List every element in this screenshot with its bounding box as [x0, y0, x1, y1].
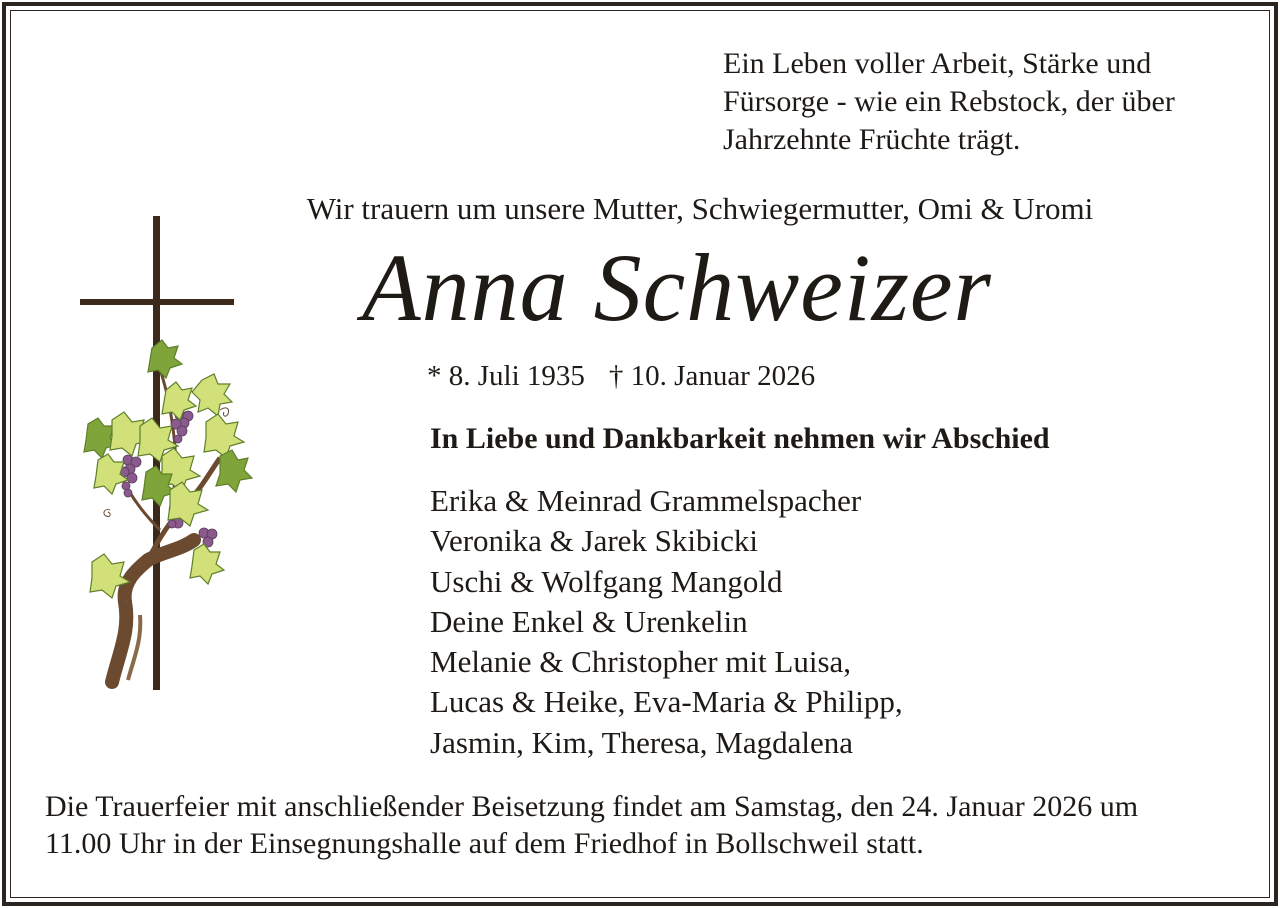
motto-line: Jahrzehnte Früchte trägt.: [723, 123, 1021, 156]
service-line: Die Trauerfeier mit anschließender Beisetzung findet am Samstag, den 24. Januar 2026 um: [45, 790, 1139, 823]
birth-date: * 8. Juli 1935: [427, 360, 585, 392]
motto-line: Fürsorge - wie ein Rebstock, der über: [723, 85, 1175, 118]
death-date: † 10. Januar 2026: [608, 360, 816, 392]
mourning-intro: Wir trauern um unsere Mutter, Schwiegermutter, Omi & Uromi: [306, 191, 1094, 226]
mourner-line: Melanie & Christopher mit Luisa,: [430, 644, 852, 680]
cross-with-grapevine-icon: [70, 210, 270, 695]
funeral-service-info: [45, 788, 1255, 862]
mourner-list: [430, 481, 903, 763]
service-line: 11.00 Uhr in der Einsegnungshalle auf dem Friedhof in Bollschweil statt.: [45, 827, 924, 860]
mourner-line: Deine Enkel & Urenkelin: [430, 603, 748, 639]
mourner-line: Veronika & Jarek Skibicki: [430, 523, 759, 559]
mourner-line: Lucas & Heike, Eva-Maria & Philipp,: [430, 684, 903, 720]
deceased-name: Anna Schweizer: [362, 234, 992, 341]
motto-line: Ein Leben voller Arbeit, Stärke und: [723, 47, 1152, 80]
mourner-line: Erika & Meinrad Grammelspacher: [430, 483, 862, 518]
life-dates: [427, 358, 815, 394]
farewell-heading: In Liebe und Dankbarkeit nehmen wir Abschied: [430, 422, 1050, 455]
mourner-line: Uschi & Wolfgang Mangold: [430, 563, 783, 599]
motto-quote: [723, 45, 1243, 159]
mourner-line: Jasmin, Kim, Theresa, Magdalena: [430, 724, 853, 760]
